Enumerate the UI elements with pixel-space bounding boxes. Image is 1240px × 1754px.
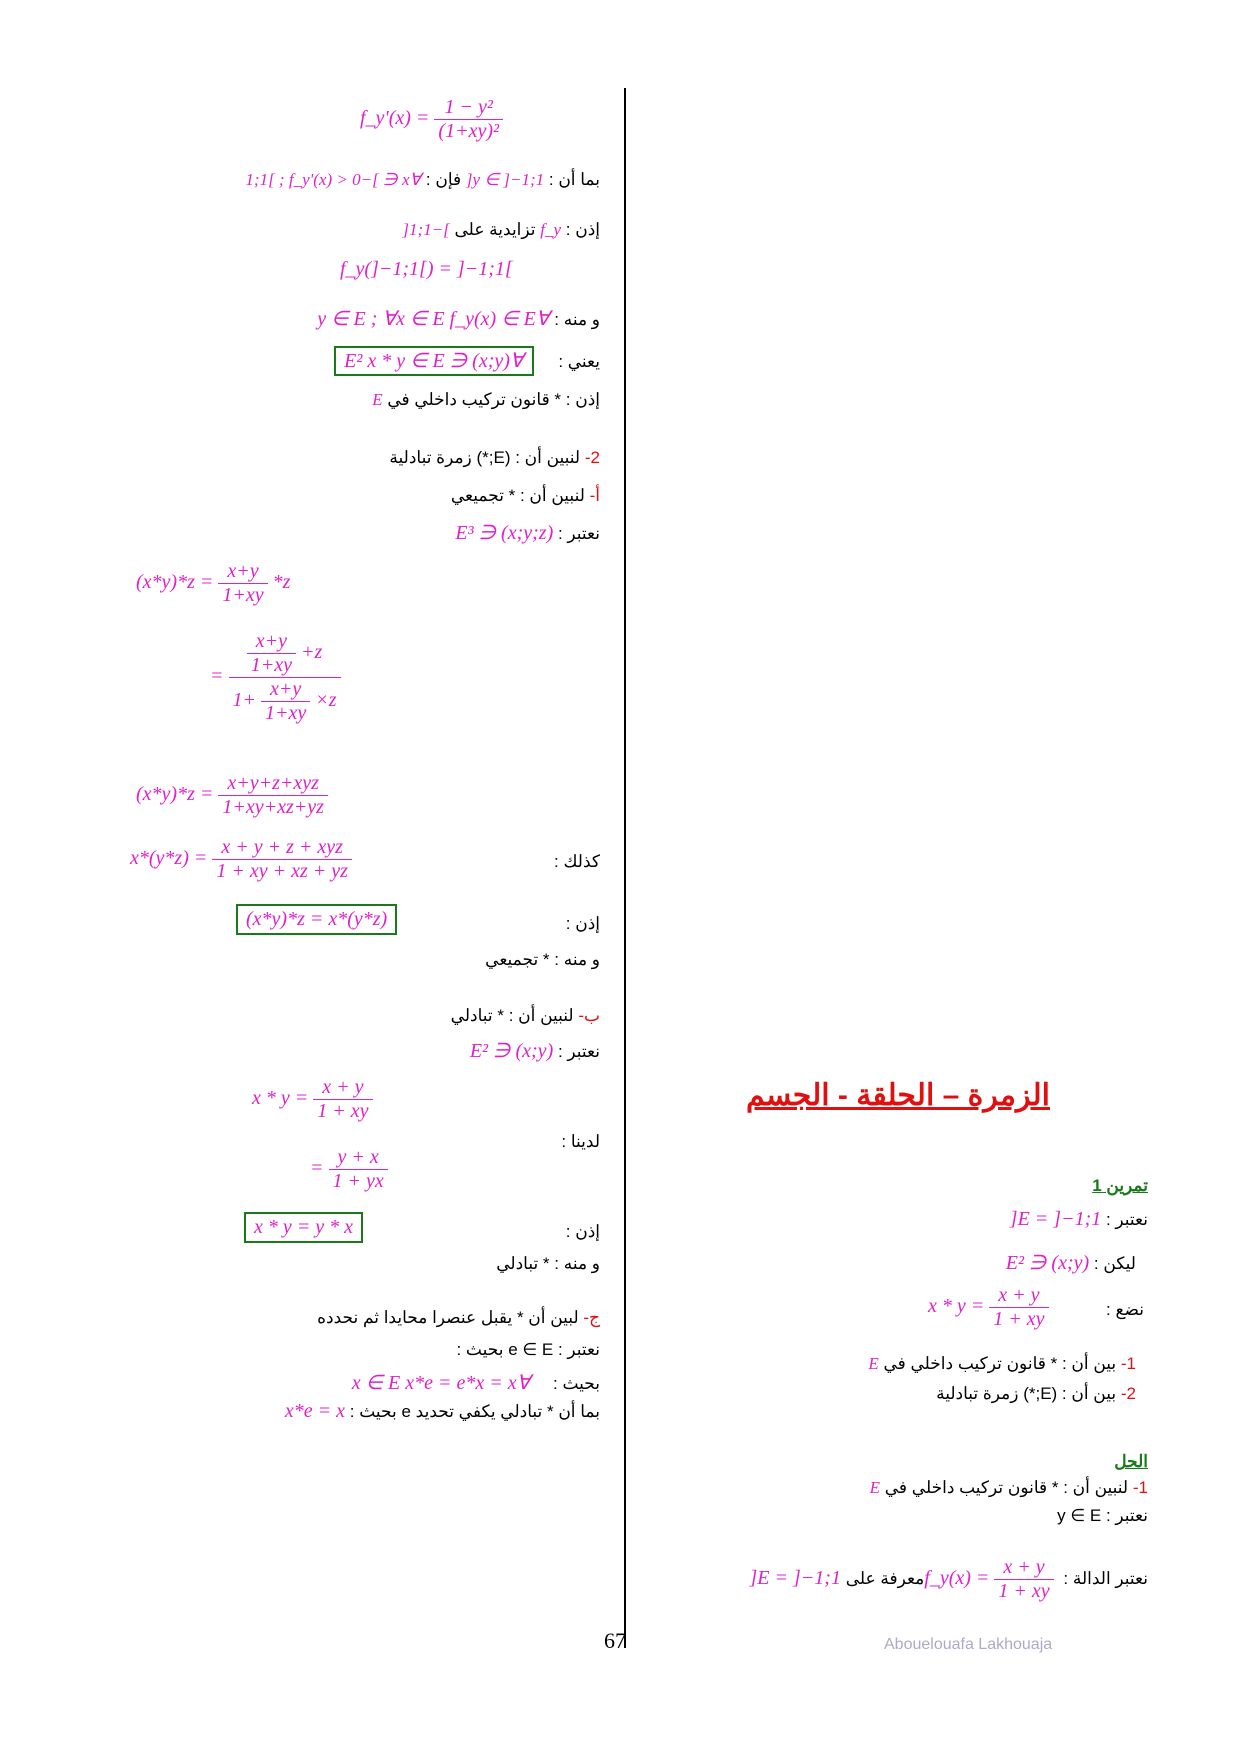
consider-xy: نعتبر : (x;y) ∈ E² [469,1040,600,1062]
chapter-title: الزمرة – الحلقة - الجسم [746,1079,1050,1112]
likewise-label: كذلك : [554,852,600,871]
image-equation: f_y(]−1;1[) = ]−1;1[ [340,258,513,280]
neutral-condition: بحيث : ∀x ∈ E x*e = e*x = x [351,1372,600,1394]
assoc-step-1: (x*y)*z = $\frac{x+y}{1+xy}$ *z [136,560,291,606]
assoc-step-2: = $\frac{x+y}{1+xy}$ +z 1+ $\frac{x+y}{1+xy}$ ×z [210,630,341,725]
so-label-2: إذن : [565,1222,600,1241]
means-line: يعني : ∀(x;y) ∈ E² x * y ∈ E [334,348,600,373]
let-xy: ليكن : (x;y) ∈ E² [1005,1252,1136,1274]
assoc-result-box: (x*y)*z = x*(y*z) [236,904,397,935]
since-line: بما أن : y ∈ ]−1;1[ فإن : ∀x ∈ ]−1;1[ ; f_y'(x) > 0 [245,170,600,189]
solution-1: 1- لنبين أن : * قانون تركيب داخلي في E [869,1478,1148,1497]
comm-step-1: x * y = $\frac{x + y}{1 + xy}$ [252,1076,373,1123]
comm-conclusion: و منه : * تبادلي [496,1254,600,1273]
exercise-title: تمرين 1 [1092,1176,1148,1195]
question-1: 1- بين أن : * قانون تركيب داخلي في E [868,1354,1136,1373]
assoc-step-3: (x*y)*z = $\frac{\text{x+y+z+xyz}}{1+xy+xz+yz}$ [136,772,328,819]
author-watermark: Abouelouafa Lakhouaja [884,1636,1053,1653]
assoc-step-4: x*(y*z) = $\frac{\text{x + y + z + xyz}}{1 + xy + xz + yz}$ [130,836,352,883]
consider-e: نعتبر : e ∈ E بحيث : [456,1340,600,1359]
column-divider [624,88,626,1648]
law-definition: x * y = $\frac{x + y}{1 + xy}$ [928,1284,1049,1331]
so-label: إذن : [565,914,600,933]
consider-E: نعتبر : E = ]−1;1[ [1009,1208,1148,1230]
comm-heading: ب- لنبين أن : * تبادلي [450,1006,600,1025]
q2-heading: 2- لنبين أن : (E;*) زمرة تبادلية [389,448,600,467]
derivative-formula: f_y'(x) = $\frac{\text{1 − y²}}{\text{(1+xy)²}}$ [360,96,503,143]
assoc-conclusion: و منه : * تجميعي [485,950,600,969]
neutral-heading: ج- لبين أن * يقبل عنصرا محايدا ثم نحدده [317,1308,600,1327]
comm-step-2: = $\frac{y + x}{1 + yx}$ [310,1146,388,1193]
since-commutative: بما أن * تبادلي يكفي تحديد e بحيث : x*e = x [284,1400,600,1422]
increasing-line: إذن : f_y تزايدية على ]−1;1[ [402,220,600,239]
closure-box: ∀(x;y) ∈ E² x * y ∈ E [334,346,533,376]
internal-law-conclusion: إذن : * قانون تركيب داخلي في E [372,390,600,409]
consider-xyz: نعتبر : (x;y;z) ∈ E³ [455,522,600,544]
solution-title: الحل [1114,1452,1148,1471]
hence-line: و منه : ∀y ∈ E ; ∀x ∈ E f_y(x) ∈ E [317,308,600,330]
we-have-label: لدينا : [561,1132,600,1151]
comm-result-box: x * y = y * x [244,1212,363,1243]
question-2: 2- بين أن : (E;*) زمرة تبادلية [936,1384,1136,1403]
consider-y: نعتبر : y ∈ E [1057,1506,1148,1525]
function-definition: نعتبر الدالة : f_y(x) = $\frac{x + y}{1 + xy}$ معرفة على E = ]−1;1[ [749,1556,1148,1602]
assoc-heading: أ- لنبين أن : * تجميعي [450,486,600,505]
page-number: 67 [604,1628,626,1653]
put-label: نضع : [1106,1300,1144,1319]
